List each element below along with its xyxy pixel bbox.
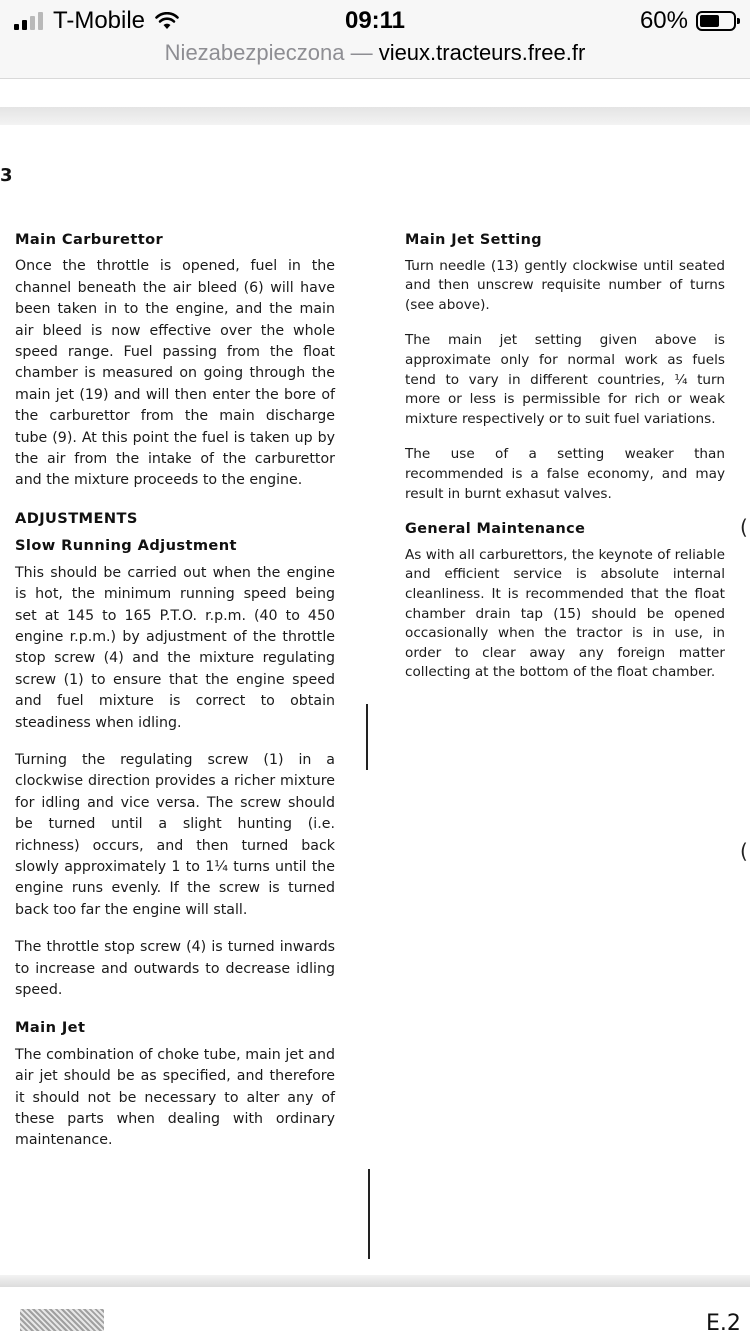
general-maintenance-text: As with all carburettors, the keynote of reliable and efficient service is absolute internal cleanliness. It is recommended that the float chamber drain tap (15) should be opened occasionally when the tractor is in use, in order to clear away any foreign matter collecting at the bottom of the float chamber. <box>405 546 725 681</box>
margin-mark-upper: ( <box>740 515 748 539</box>
scan-stamp <box>20 1309 104 1331</box>
main-jet-setting-text-2: The main jet setting given above is approximate only for normal work as fuels tend to vary in different countries, ¼ turn more or less is permissible for rich or weak mixture respectively or to suit fuel variations. <box>405 332 725 427</box>
right-column <box>405 231 725 683</box>
column-rule-lower <box>368 1169 370 1259</box>
battery-icon <box>696 11 736 31</box>
scanned-page <box>0 79 750 1334</box>
slow-running-text-1: This should be carried out when the engine is hot, the minimum running speed being set at 145 to 165 P.T.O. r.p.m. (40 to 450 engine r.p.m.) by adjustment of the throttle stop screw (4) and the mixture regulating screw (1) to ensure that the engine speed and fuel mixture is correct to obtain steadiness when idling. <box>15 564 335 731</box>
general-maintenance-heading: General Maintenance <box>405 521 586 538</box>
carrier-name: T-Mobile <box>53 7 146 34</box>
column-rule-upper <box>366 704 368 770</box>
not-secure-label: Niezabezpieczona <box>164 40 345 65</box>
browser-chrome <box>0 0 750 78</box>
slow-running-heading: Slow Running Adjustment <box>15 537 237 555</box>
page-top-edge <box>0 107 750 125</box>
main-jet-setting-text-3: The use of a setting weaker than recommended is a false economy, and may result in burnt exhasut valves. <box>405 446 725 502</box>
edge-page-number: 3 <box>0 165 13 186</box>
status-battery <box>640 6 736 36</box>
slow-running-text-2: Turning the regulating screw (1) in a clockwise direction provides a richer mixture for idling and vice versa. The screw should be turned until a slight hunting (i.e. richness) occurs, and then turned back slowly approximately 1 to 1¼ turns until the engine runs evenly. If the screw is turned back too far the engine will stall. <box>15 751 335 918</box>
main-jet-text: The combination of choke tube, main jet and air jet should be as specified, and therefore it should not be necessary to alter any of these parts when dealing with ordinary maintenance. <box>15 1046 335 1149</box>
url-host: vieux.tracteurs.free.fr <box>378 40 586 65</box>
adjustments-heading: ADJUSTMENTS <box>15 509 138 527</box>
main-jet-setting-text-1: Turn needle (13) gently clockwise until seated and then unscrew requisite number of turns (see above). <box>405 257 725 313</box>
url-separator: — <box>344 40 379 65</box>
url-bar[interactable] <box>0 38 750 68</box>
left-column <box>15 229 335 1152</box>
main-jet-heading: Main Jet <box>15 1019 86 1037</box>
page-bottom-edge <box>0 1275 750 1287</box>
slow-running-text-3: The throttle stop screw (4) is turned inwards to increase and outwards to decrease idling speed. <box>15 939 335 998</box>
main-carburettor-heading: Main Carburettor <box>15 231 164 248</box>
margin-mark-lower: ( <box>740 839 748 863</box>
main-jet-setting-heading: Main Jet Setting <box>405 232 542 248</box>
battery-percentage: 60% <box>639 7 688 34</box>
status-time: 09:11 <box>344 7 406 34</box>
footer-page-number: E.2 <box>706 1311 741 1336</box>
main-carburettor-text: Once the throttle is opened, fuel in the channel beneath the air bleed (6) will have been taken in to the engine, and the main air bleed is now effective over the whole speed range. Fuel passing from the float chamber is measured on going through the main jet (19) and will then enter the bore of the carburettor from the main discharge tube (9). At this point the fuel is taken up by the air from the intake of the carburettor and the mixture proceeds to the engine. <box>15 258 335 489</box>
